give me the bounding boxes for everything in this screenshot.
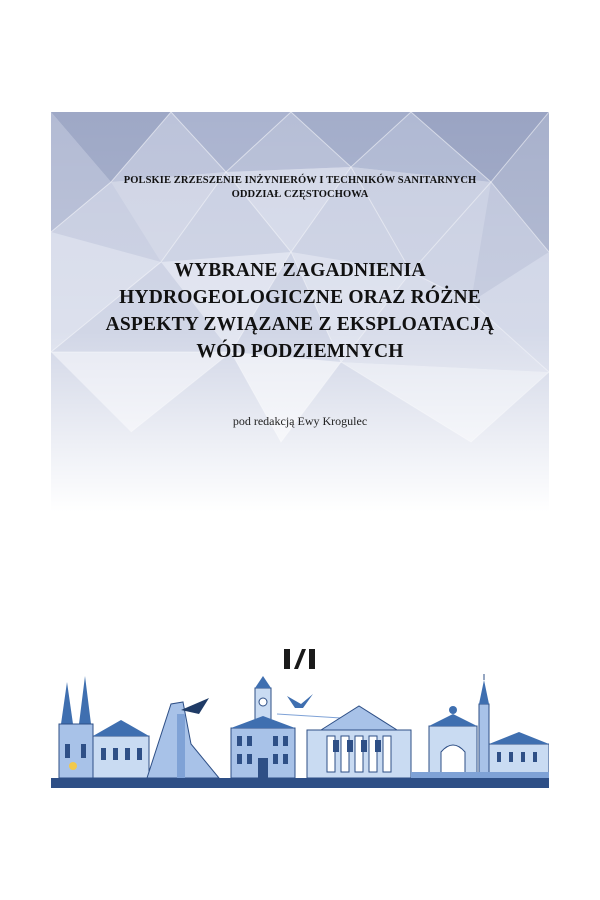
monastery-tower-drawing (479, 674, 549, 778)
organization-name (51, 174, 549, 202)
book-cover (51, 112, 549, 788)
title-line-2: HYDROGEOLOGICZNE ORAZ RÓŻNE (119, 287, 481, 308)
publisher-logo-icon (282, 647, 318, 671)
editor-credit: pod redakcją Ewy Krogulec (232, 414, 368, 428)
bird-drawing (277, 694, 341, 718)
title-line-3: ASPEKTY ZWIĄZANE Z EKSPLOATACJĄ (105, 314, 495, 335)
title-line-1: WYBRANE ZAGADNIENIA (174, 260, 426, 281)
title-line-4: WÓD PODZIEMNYCH (196, 341, 404, 362)
organization-line-2: ODDZIAŁ CZĘSTOCHOWA (231, 189, 369, 200)
book-title (51, 257, 549, 365)
gate-drawing (429, 706, 477, 778)
cathedral-drawing (59, 676, 149, 778)
city-skyline-illustration (51, 674, 549, 788)
town-hall-drawing (231, 676, 295, 778)
monument-drawing (147, 698, 219, 778)
organization-line-1: POLSKIE ZRZESZENIE INŻYNIERÓW I TECHNIKÓW SANITARNYCH (123, 175, 477, 186)
